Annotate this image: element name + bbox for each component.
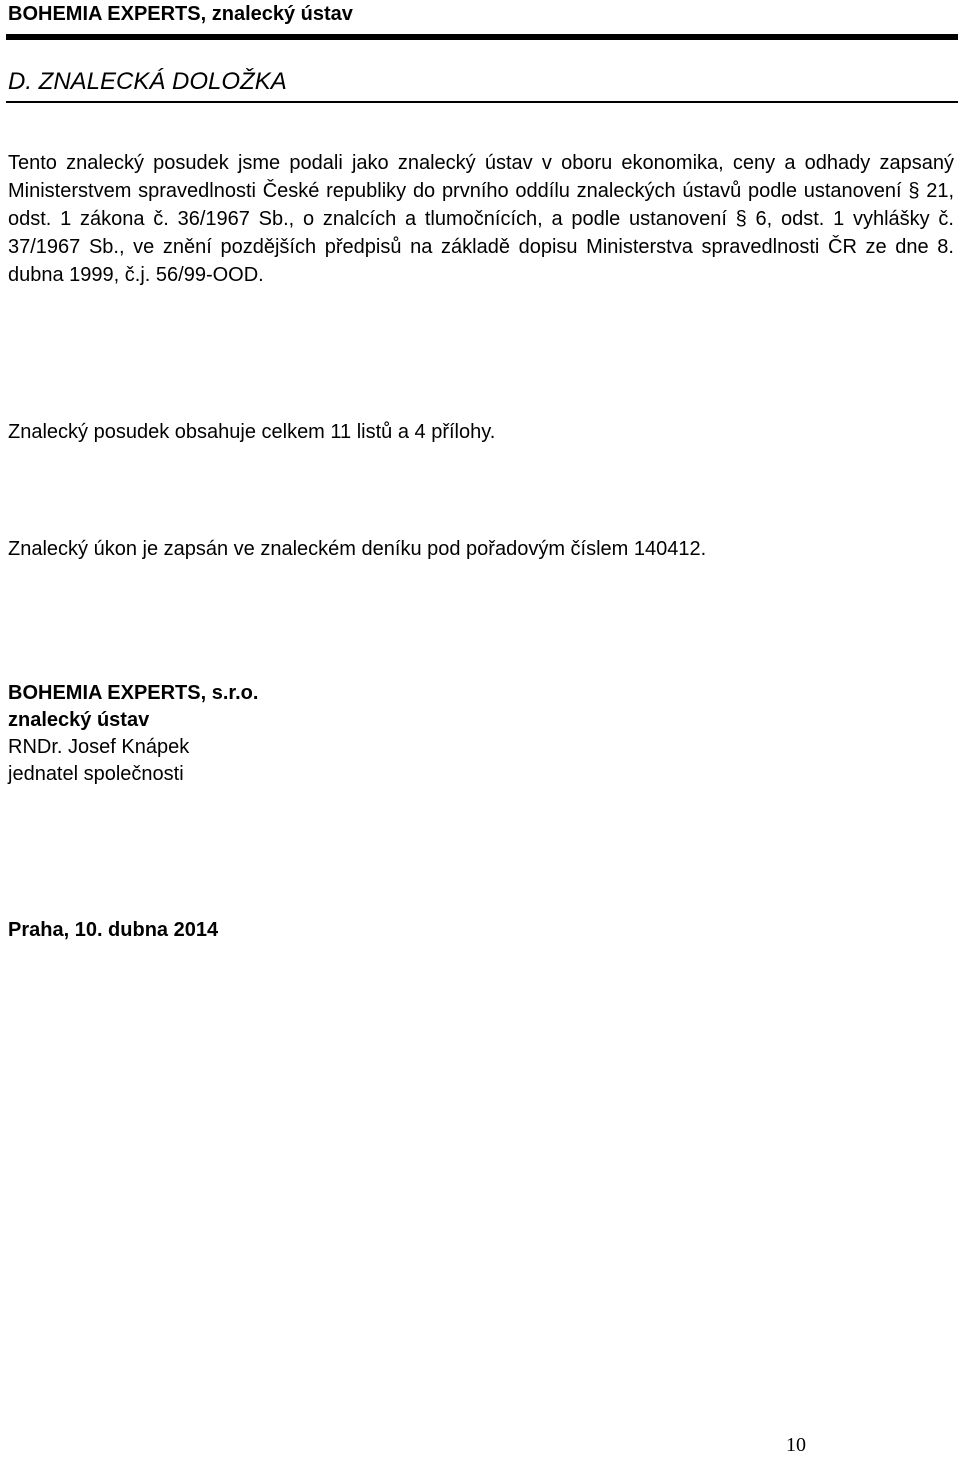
- declaration-paragraph: Tento znalecký posudek jsme podali jako znalecký ústav v oboru ekonomika, ceny a odhady zapsaný Ministerstvem spravedlnosti České republiky do prvního oddílu znaleckých ústavů podle ustanovení § 21, odst. 1 zákona č. 36/1967 Sb., o znalcích a tlumočnících, a podle ustanovení § 6, odst. 1 vyhlášky č. 37/1967 Sb., ve znění pozdějších předpisů na základě dopisu Ministerstva spravedlnosti ČR ze dne 8. dubna 1999, č.j. 56/99-OOD.: [8, 152, 954, 286]
- page-number: 10: [786, 1434, 806, 1456]
- document-header-title: BOHEMIA EXPERTS, znalecký ústav: [8, 3, 353, 25]
- section-divider: [6, 101, 958, 103]
- signature-person: RNDr. Josef Knápek: [8, 736, 190, 758]
- section-heading: D. ZNALECKÁ DOLOŽKA: [8, 68, 287, 95]
- sheets-note: Znalecký posudek obsahuje celkem 11 listů a 4 přílohy.: [8, 421, 496, 443]
- signature-institution: znalecký ústav: [8, 709, 150, 731]
- signature-company: BOHEMIA EXPERTS, s.r.o.: [8, 682, 259, 704]
- signature-role: jednatel společnosti: [8, 763, 184, 785]
- registry-note: Znalecký úkon je zapsán ve znaleckém deníku pod pořadovým číslem 140412.: [8, 538, 707, 560]
- place-date: Praha, 10. dubna 2014: [8, 919, 219, 941]
- header-divider: [6, 34, 958, 40]
